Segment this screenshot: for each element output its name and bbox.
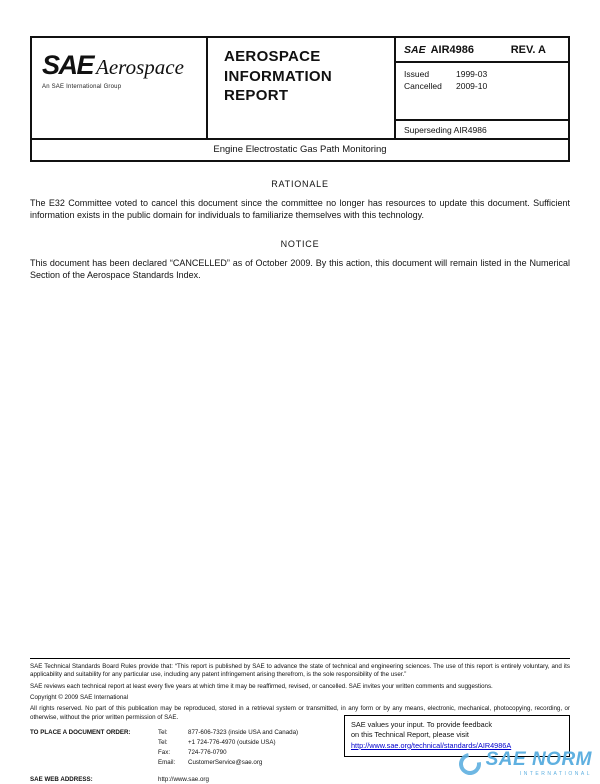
header-row [32,38,568,138]
contact-line [158,729,298,737]
sae-aerospace-logo [32,38,208,138]
sae-website-url: http://www.sae.org [158,775,209,783]
web-address-label: SAE WEB ADDRESS: [30,775,93,783]
logo-tagline: An SAE International Group [42,84,122,90]
standards-board-rules-text: SAE Technical Standards Board Rules provide that: “This report is published by SAE to advance the state of technical and engineering sciences. The use of this report is entirely voluntary, and its applicability and suitability for any particular use, including any patent infringement arising therefrom, is the sole responsibility of the user.” [30,663,570,679]
review-policy-text: SAE reviews each technical report at least every five years at which time it may be reaffirmed, revised, or cancelled. SAE invites your written comments and suggestions. [30,682,493,690]
document-number: AIR4986 [430,44,475,56]
issued-label: Issued [404,69,430,79]
contact-list [158,729,298,768]
tel-label: Tel: [158,739,168,747]
copyright-notice: Copyright © 2009 SAE International [30,694,129,702]
document-header [30,36,570,162]
saenorm-watermark [459,750,592,778]
rationale-text: The E32 Committee voted to cancel this document since the committee no longer has resources to update this document. Sufficient information exists in the public domain for individuals to familiarize themselves with this technology. [30,198,570,220]
cancelled-label: Cancelled [404,81,442,91]
tel-international-number: +1 724-776-4970 (outside USA) [188,739,276,747]
customer-service-email: CustomerService@sae.org [188,758,263,766]
footer-divider [30,658,570,659]
fax-number: 724-776-0790 [188,748,227,756]
logo-lockup [42,52,196,80]
all-rights-reserved-text: All rights reserved. No part of this publication may be reproduced, stored in a retrieval system or transmitted, in any form or by any means, electronic, mechanical, photocopying, recording, or otherwise, without the prior written permission of SAE. [30,705,570,721]
saenorm-swirl-icon [454,749,485,780]
sae-logo-icon: SAE [42,50,94,80]
superseding-note: Superseding AIR4986 [396,119,568,138]
document-revision: REV. A [510,44,546,56]
document-footer [30,658,592,783]
sae-logo-small-icon: SAE [404,44,426,56]
document-number-row [396,38,568,63]
document-type-title: AEROSPACE INFORMATION REPORT [208,38,396,138]
document-title: Engine Electrostatic Gas Path Monitoring [32,138,568,160]
notice-text: This document has been declared “CANCELLED” as of October 2009. By this action, this document will remain listed in the Numerical Section of the Aerospace Standards Index. [30,257,570,280]
feedback-text-line1: SAE values your input. To provide feedback [351,720,493,730]
issued-date: 1999-03 [456,69,488,79]
tel-usa-number: 877-606-7323 (inside USA and Canada) [188,729,299,737]
email-label: Email: [158,758,176,766]
fax-label: Fax: [158,748,171,756]
page-content [30,0,570,282]
saenorm-logo-text: SAE NORM [485,749,592,771]
cancelled-row [404,81,560,91]
notice-heading: NOTICE [280,238,320,249]
cancelled-date: 2009-10 [456,81,488,91]
saenorm-text-block [486,750,592,778]
document-dates [396,63,568,119]
contact-line [158,739,298,747]
logo-aerospace-text: Aerospace [96,55,184,79]
issued-row [404,69,560,79]
document-body [30,179,570,282]
place-order-label: TO PLACE A DOCUMENT ORDER: [30,729,131,737]
document-meta [396,38,568,138]
contact-line [158,759,298,767]
rationale-heading: RATIONALE [271,179,329,189]
contact-line [158,749,298,757]
saenorm-logo-subtext: INTERNATIONAL [519,771,592,778]
feedback-text-line2: on this Technical Report, please visit [351,730,469,740]
feedback-link[interactable]: http://www.sae.org/technical/standards/AIR4986A [351,740,512,750]
tel-label: Tel: [158,729,168,737]
